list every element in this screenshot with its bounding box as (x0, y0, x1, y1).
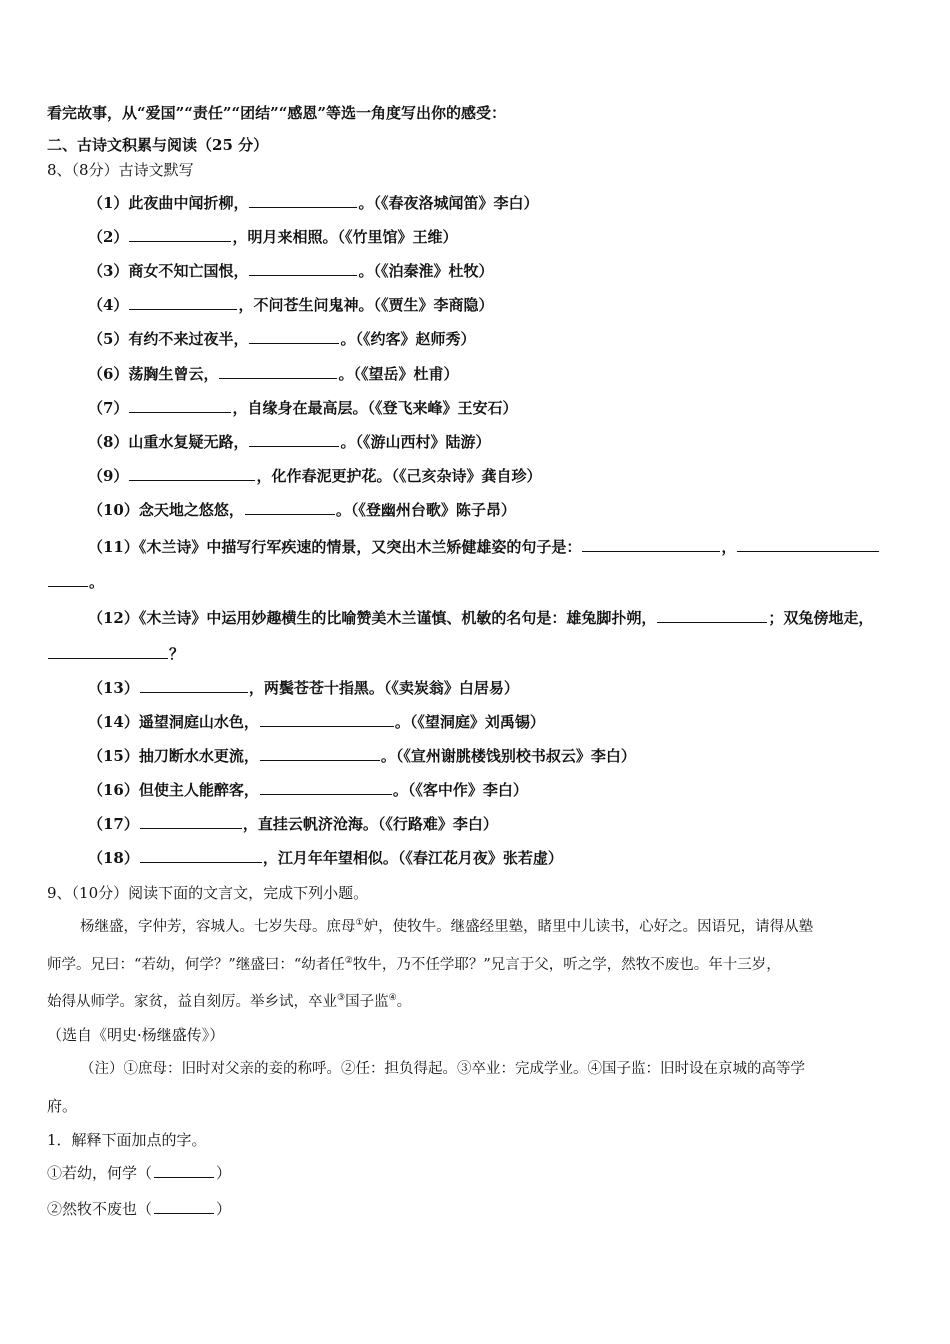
answer-blank[interactable] (140, 814, 242, 829)
poem-item-18: （18） ，江月年年望相似。（《春江花月夜》张若虚） (88, 849, 563, 867)
answer-blank[interactable] (129, 227, 231, 242)
poem-item-14: （14）遥望洞庭山水色， 。（《望洞庭》刘禹锡） (88, 713, 545, 731)
intro-prompt: 看完故事，从“爱国”“责任”“团结”“感恩”等选一角度写出你的感受： (47, 104, 507, 122)
answer-blank[interactable] (219, 364, 337, 379)
passage-line-2: 师学。兄曰：“若幼，何学？”继盛曰：“幼者任②牧牛，乃不任学耶？”兄言于父，听之学，然牧不废也。年十三岁， (47, 956, 781, 973)
poem-item-12-cont: ？ (47, 644, 184, 664)
answer-blank[interactable] (154, 1199, 214, 1214)
notes-line-2: 府。 (47, 1097, 78, 1115)
poem-item-13: （13） ，两鬓苍苍十指黑。（《卖炭翁》白居易） (88, 679, 519, 697)
answer-blank[interactable] (260, 780, 392, 795)
poem-item-17: （17） ，直挂云帆济沧海。（《行路难》李白） (88, 815, 498, 833)
answer-blank[interactable] (260, 746, 380, 761)
notes-line-1: （注）①庶母：旧时对父亲的妾的称呼。②任：担负得起。③卒业：完成学业。④国子监：旧时设在京城的高等学 (80, 1061, 805, 1077)
poem-item-8: （8）山重水复疑无路， 。（《游山西村》陆游） (88, 433, 491, 451)
poem-item-15: （15）抽刀断水水更流， 。（《宣州谢朓楼饯别校书叔云》李白） (88, 747, 636, 765)
subquestion-1: 1．解释下面加点的字。 (47, 1131, 207, 1149)
poem-item-1: （1）此夜曲中闻折柳， 。（《春夜洛城闻笛》李白） (88, 194, 539, 212)
poem-item-10: （10）念天地之悠悠， 。（《登幽州台歌》陈子昂） (88, 501, 516, 519)
passage-line-3: 始得从师学。家贫，益自刻厉。举乡试，卒业③国子监④。 (47, 993, 412, 1010)
subquestion-1a: ①若幼，何学（ ） (47, 1164, 232, 1182)
answer-blank[interactable] (737, 537, 879, 552)
poem-item-11: （11）《木兰诗》中描写行军疾速的情景，又突出木兰矫健雄姿的句子是： ， (88, 537, 880, 557)
answer-blank[interactable] (582, 537, 720, 552)
answer-blank[interactable] (249, 329, 339, 344)
subquestion-1b: ②然牧不废也（ ） (47, 1200, 232, 1218)
poem-item-9: （9） ，化作春泥更护花。（《己亥杂诗》龚自珍） (88, 467, 542, 485)
poem-item-7: （7） ，自缘身在最高层。（《登飞来峰》王安石） (88, 399, 518, 417)
poem-item-6: （6）荡胸生曾云， 。（《望岳》杜甫） (88, 365, 459, 383)
question-9-heading: 9、（10分）阅读下面的文言文，完成下列小题。 (47, 884, 369, 902)
answer-blank[interactable] (48, 644, 168, 659)
poem-item-5: （5）有约不来过夜半， 。（《约客》赵师秀） (88, 330, 476, 348)
answer-blank[interactable] (245, 500, 335, 515)
answer-blank[interactable] (129, 398, 231, 413)
answer-blank[interactable] (657, 608, 767, 623)
answer-blank[interactable] (260, 712, 394, 727)
passage-source: （选自《明史·杨继盛传》） (47, 1026, 225, 1044)
poem-item-12: （12）《木兰诗》中运用妙趣横生的比喻赞美木兰谨慎、机敏的名句是：雄兔脚扑朔， ；双兔傍地走， (88, 609, 874, 627)
answer-blank[interactable] (249, 261, 357, 276)
answer-blank[interactable] (154, 1163, 214, 1178)
passage-line-1: 杨继盛，字仲芳，容城人。七岁失母。庶母①妒，使牧牛。继盛经里塾，睹里中儿读书，心好之。因语兄，请得从塾 (80, 918, 814, 935)
poem-item-2: （2） ，明月来相照。（《竹里馆》王维） (88, 228, 458, 246)
answer-blank[interactable] (249, 193, 357, 208)
poem-item-11-cont: 。 (47, 572, 104, 592)
poem-item-16: （16）但使主人能醉客， 。（《客中作》李白） (88, 781, 528, 799)
answer-blank[interactable] (140, 848, 262, 863)
poem-item-3: （3）商女不知亡国恨， 。（《泊秦淮》杜牧） (88, 262, 494, 280)
answer-blank[interactable] (140, 678, 248, 693)
answer-blank[interactable] (249, 432, 339, 447)
answer-blank[interactable] (129, 466, 255, 481)
question-8-heading: 8、（8分）古诗文默写 (47, 161, 194, 179)
poem-item-4: （4） ，不问苍生问鬼神。（《贾生》李商隐） (88, 296, 494, 314)
answer-blank[interactable] (129, 295, 237, 310)
section-heading: 二、古诗文积累与阅读（25 分） (47, 136, 269, 154)
answer-blank[interactable] (48, 572, 88, 587)
